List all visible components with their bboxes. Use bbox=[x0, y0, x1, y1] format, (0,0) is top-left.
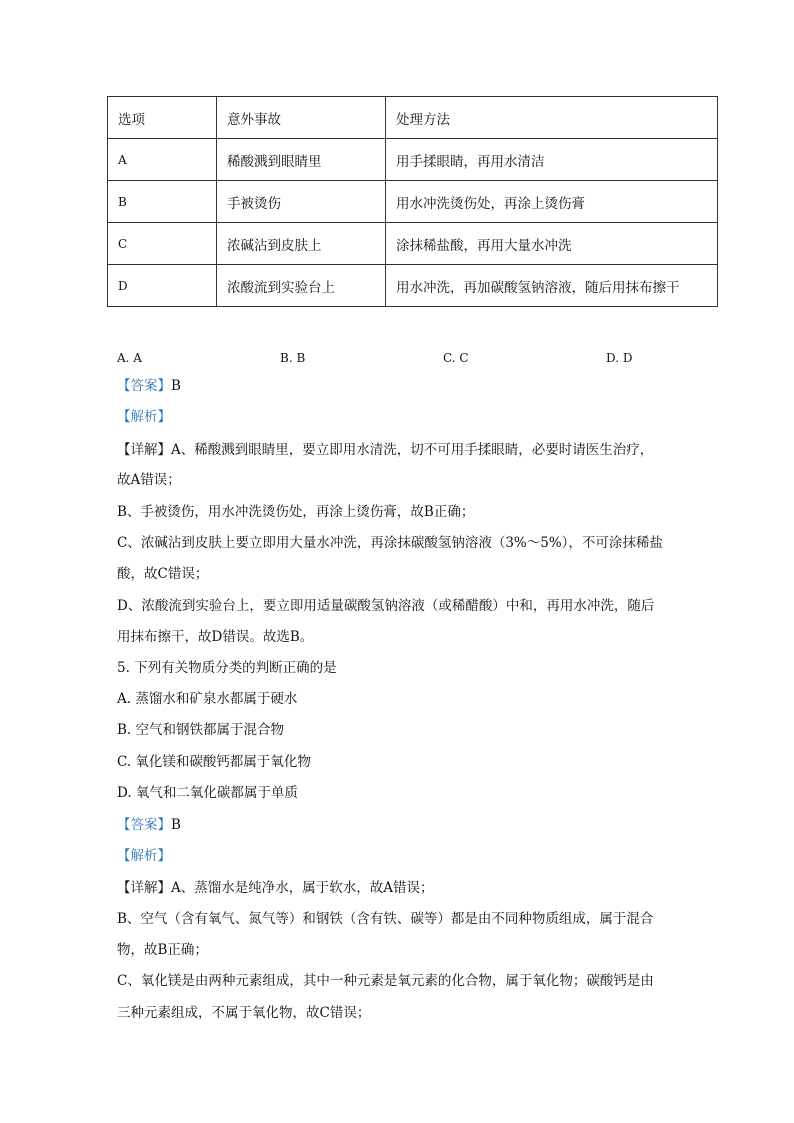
analysis-line bbox=[117, 846, 171, 866]
answer-value: B bbox=[171, 378, 181, 394]
option-a: A. A bbox=[117, 351, 142, 365]
table-cell: 手被烫伤 bbox=[217, 181, 386, 223]
option-d: D. D bbox=[606, 351, 633, 365]
explanation-line: C、氧化镁是由两种元素组成，其中一种元素是氧元素的化合物，属于氧化物；碳酸钙是由 bbox=[117, 973, 654, 989]
header-cell: 意外事故 bbox=[217, 97, 386, 139]
table-cell: 用水冲洗，再加碳酸氢钠溶液，随后用抹布擦干 bbox=[386, 265, 718, 307]
answer-line bbox=[117, 815, 181, 835]
table-row bbox=[108, 265, 718, 307]
explanation-line bbox=[117, 878, 434, 898]
detail-tag: 【详解】 bbox=[117, 880, 171, 896]
explanation-line: 酸，故C错误； bbox=[117, 566, 209, 582]
option-d: D. 氧气和二氧化碳都属于单质 bbox=[117, 785, 298, 801]
question-title: 5. 下列有关物质分类的判断正确的是 bbox=[117, 660, 337, 676]
answer-line bbox=[117, 376, 181, 396]
table-cell: C bbox=[108, 223, 217, 265]
table-cell: D bbox=[108, 265, 217, 307]
explanation-line: B、手被烫伤，用水冲洗烫伤处，再涂上烫伤膏，故B正确； bbox=[117, 504, 475, 520]
table-cell: B bbox=[108, 181, 217, 223]
table-cell: 涂抹稀盐酸，再用大量水冲洗 bbox=[386, 223, 718, 265]
header-cell: 选项 bbox=[108, 97, 217, 139]
header-cell: 处理方法 bbox=[386, 97, 718, 139]
table-cell: 用手揉眼睛，再用水清洁 bbox=[386, 139, 718, 181]
table-cell: 浓碱沾到皮肤上 bbox=[217, 223, 386, 265]
table-cell: A bbox=[108, 139, 217, 181]
explanation-line bbox=[117, 440, 653, 460]
table-cell: 用水冲洗烫伤处，再涂上烫伤膏 bbox=[386, 181, 718, 223]
explanation-text: A、蒸馏水是纯净水，属于软水，故A错误； bbox=[171, 880, 434, 896]
option-c: C. 氧化镁和碳酸钙都属于氧化物 bbox=[117, 754, 311, 770]
explanation-line: D、浓酸流到实验台上，要立即用适量碳酸氢钠溶液（或稀醋酸）中和，再用水冲洗，随后 bbox=[117, 598, 655, 614]
answer-tag: 【答案】 bbox=[117, 378, 171, 394]
explanation-line: 三种元素组成，不属于氧化物，故C错误； bbox=[117, 1005, 371, 1021]
explanation-text: A、稀酸溅到眼睛里，要立即用水清洗，切不可用手揉眼睛，必要时请医生治疗， bbox=[171, 442, 654, 458]
table-row bbox=[108, 181, 718, 223]
table-row bbox=[108, 223, 718, 265]
analysis-line bbox=[117, 407, 171, 427]
analysis-tag: 【解析】 bbox=[117, 409, 171, 425]
option-a: A. 蒸馏水和矿泉水都属于硬水 bbox=[117, 691, 298, 707]
explanation-line: B、空气（含有氧气、氮气等）和钢铁（含有铁、碳等）都是由不同种物质组成，属于混合 bbox=[117, 911, 654, 927]
answer-tag: 【答案】 bbox=[117, 817, 171, 833]
table-row bbox=[108, 139, 718, 181]
explanation-line: 用抹布擦干，故D错误。故选B。 bbox=[117, 629, 314, 645]
table-header-row bbox=[108, 97, 718, 139]
table-cell: 浓酸流到实验台上 bbox=[217, 265, 386, 307]
table-cell: 稀酸溅到眼睛里 bbox=[217, 139, 386, 181]
explanation-line: C、浓碱沾到皮肤上要立即用大量水冲洗，再涂抹碳酸氢钠溶液（3%～5%），不可涂抹稀盐 bbox=[117, 535, 663, 551]
analysis-tag: 【解析】 bbox=[117, 848, 171, 864]
option-b: B. B bbox=[280, 351, 306, 365]
accident-table bbox=[107, 96, 718, 307]
option-b: B. 空气和钢铁都属于混合物 bbox=[117, 722, 285, 738]
explanation-line: 物，故B正确； bbox=[117, 942, 208, 958]
option-c: C. C bbox=[443, 351, 469, 365]
explanation-line: 故A错误； bbox=[117, 472, 181, 488]
detail-tag: 【详解】 bbox=[117, 442, 171, 458]
answer-value: B bbox=[171, 817, 181, 833]
